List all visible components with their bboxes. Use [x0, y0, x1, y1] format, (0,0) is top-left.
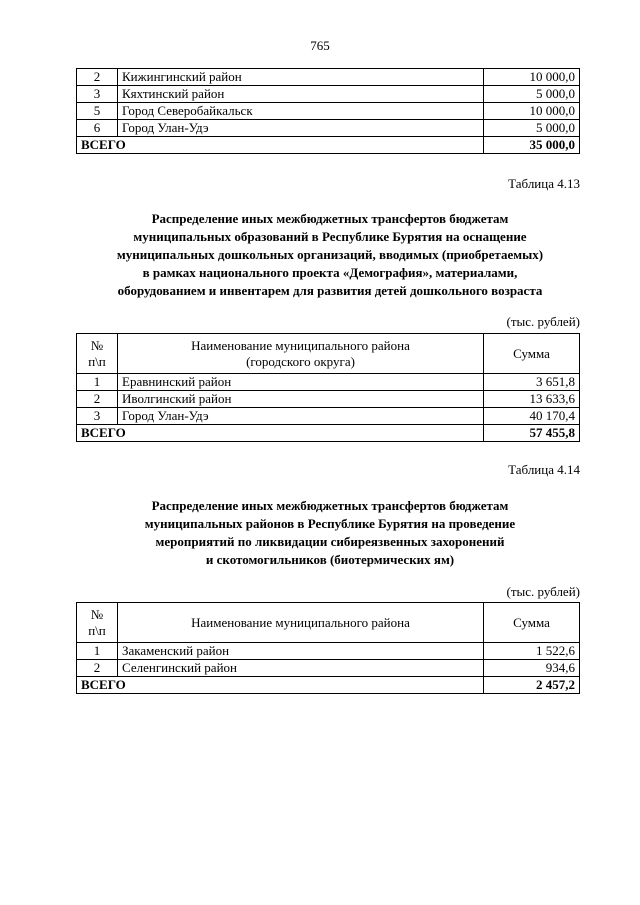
row-number: 3 [77, 86, 118, 103]
table-header-row [77, 334, 580, 374]
row-number: 2 [77, 660, 118, 677]
row-sum: 3 651,8 [484, 374, 580, 391]
heading-line: муниципальных районов в Республике Бурятия на проведение [144, 516, 516, 531]
row-sum: 1 522,6 [484, 643, 580, 660]
table-row [77, 660, 580, 677]
row-number: 3 [77, 408, 118, 425]
heading-line: Распределение иных межбюджетных трансфертов бюджетам [151, 211, 509, 226]
header-name-line2: (городского округа) [246, 353, 355, 369]
heading-line: муниципальных образований в Республике Бурятия на оснащение [133, 229, 527, 244]
total-sum: 57 455,8 [484, 425, 580, 442]
table-row [77, 391, 580, 408]
row-name: Город Северобайкальск [118, 103, 484, 120]
total-row [77, 425, 580, 442]
table-heading-4-13 [60, 210, 600, 300]
table-row [77, 86, 580, 103]
table-4-13 [76, 333, 580, 442]
total-row [77, 677, 580, 694]
table-label-4-14: Таблица 4.14 [508, 462, 580, 477]
row-name: Селенгинский район [118, 660, 484, 677]
table-row [77, 103, 580, 120]
total-label: ВСЕГО [77, 677, 484, 694]
table-row [77, 408, 580, 425]
heading-line: Распределение иных межбюджетных трансфертов бюджетам [151, 498, 509, 513]
total-sum: 35 000,0 [484, 137, 580, 154]
row-number: 2 [77, 391, 118, 408]
header-number-line2: п\п [88, 353, 106, 369]
row-name: Город Улан-Удэ [118, 120, 484, 137]
row-number: 5 [77, 103, 118, 120]
total-sum: 2 457,2 [484, 677, 580, 694]
table-row [77, 69, 580, 86]
row-name: Кяхтинский район [118, 86, 484, 103]
heading-line: муниципальных дошкольных организаций, вводимых (приобретаемых) [116, 247, 544, 262]
page-number: 765 [310, 38, 330, 53]
header-number-line2: п\п [88, 622, 106, 638]
header-sum: Сумма [484, 334, 580, 374]
header-name [118, 334, 484, 374]
row-sum: 934,6 [484, 660, 580, 677]
table-row [77, 120, 580, 137]
row-sum: 10 000,0 [484, 103, 580, 120]
table-heading-4-14 [60, 497, 600, 569]
header-number [77, 603, 118, 643]
heading-line: оборудованием и инвентарем для развития детей дошкольного возраста [117, 283, 543, 298]
units-label: (тыс. рублей) [506, 584, 580, 599]
row-sum: 13 633,6 [484, 391, 580, 408]
row-sum: 5 000,0 [484, 86, 580, 103]
total-label: ВСЕГО [77, 137, 484, 154]
row-sum: 5 000,0 [484, 120, 580, 137]
row-number: 2 [77, 69, 118, 86]
header-name-line1: Наименование муниципального района [191, 337, 410, 353]
table-row [77, 643, 580, 660]
header-number [77, 334, 118, 374]
header-number-line1: № [90, 606, 104, 622]
table-header-row [77, 603, 580, 643]
table-row [77, 374, 580, 391]
heading-line: мероприятий по ликвидации сибиреязвенных захоронений [155, 534, 505, 549]
row-name: Город Улан-Удэ [118, 408, 484, 425]
header-sum: Сумма [484, 603, 580, 643]
total-label: ВСЕГО [77, 425, 484, 442]
units-label: (тыс. рублей) [506, 314, 580, 329]
row-name: Иволгинский район [118, 391, 484, 408]
row-name: Кижингинский район [118, 69, 484, 86]
header-name: Наименование муниципального района [118, 603, 484, 643]
row-number: 1 [77, 643, 118, 660]
table-4-14 [76, 602, 580, 694]
heading-line: и скотомогильников (биотермических ям) [205, 552, 455, 567]
row-number: 1 [77, 374, 118, 391]
header-number-line1: № [90, 337, 104, 353]
row-name: Еравнинский район [118, 374, 484, 391]
row-number: 6 [77, 120, 118, 137]
row-sum: 40 170,4 [484, 408, 580, 425]
continued-table [76, 68, 580, 154]
row-sum: 10 000,0 [484, 69, 580, 86]
row-name: Закаменский район [118, 643, 484, 660]
table-label-4-13: Таблица 4.13 [508, 176, 580, 191]
total-row [77, 137, 580, 154]
heading-line: в рамках национального проекта «Демография», материалами, [142, 265, 518, 280]
